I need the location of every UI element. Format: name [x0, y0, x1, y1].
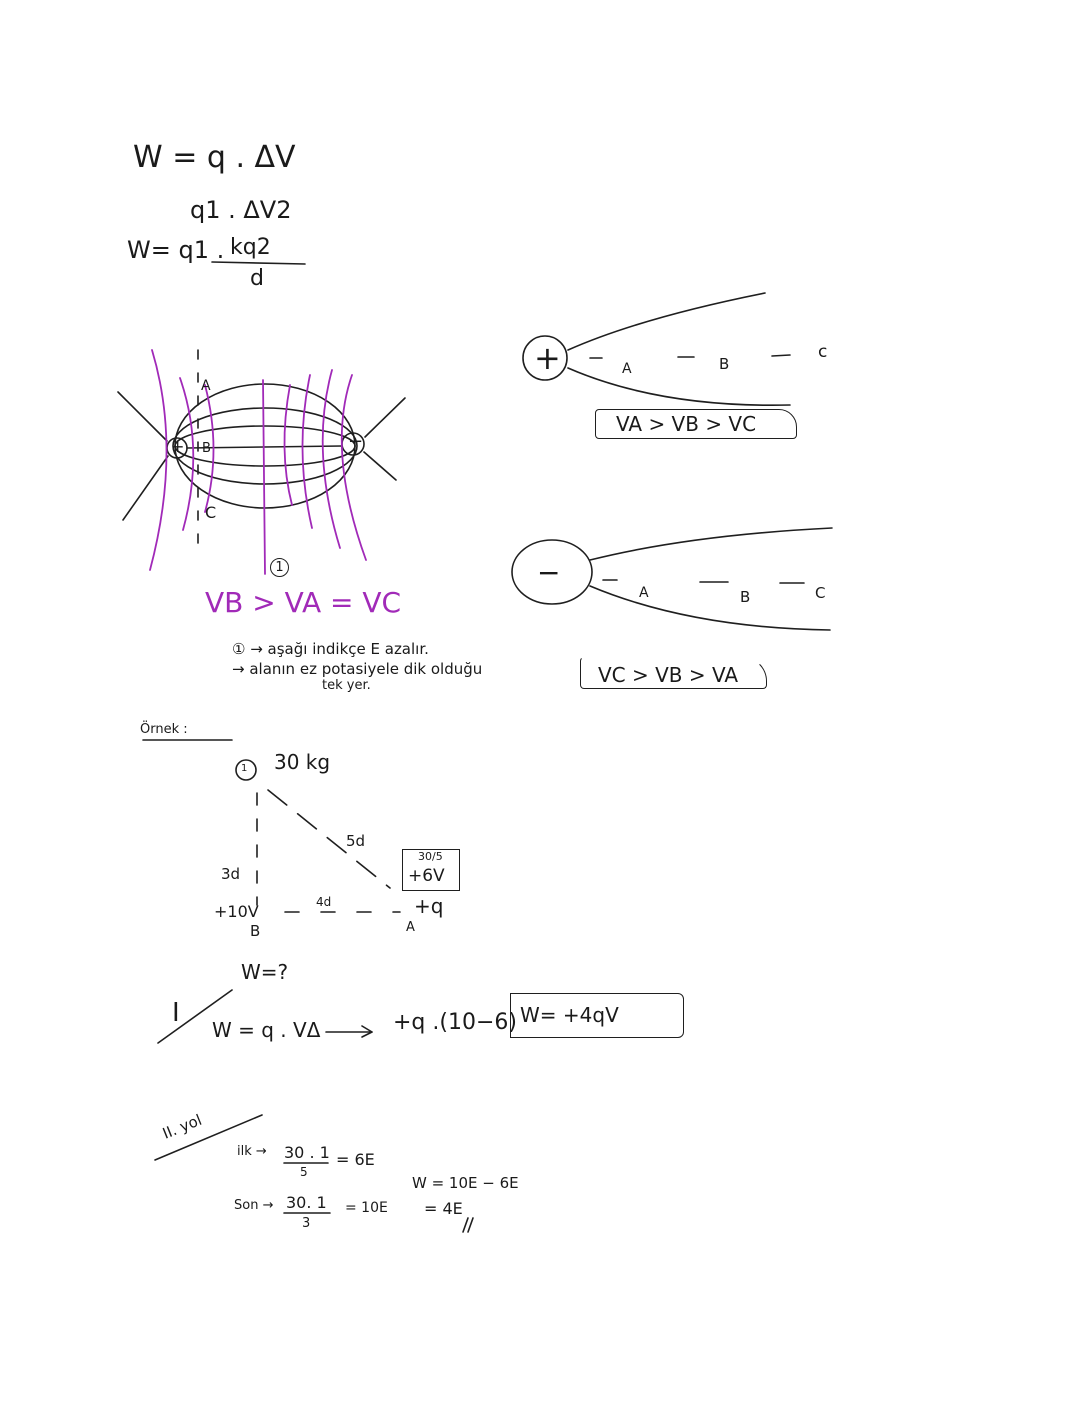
- first-state-numerator: 30 . 1: [284, 1143, 330, 1162]
- side-5d-label: 5d: [346, 832, 366, 850]
- neg-label-a: A: [639, 585, 649, 601]
- dipole-label-c: C: [205, 503, 217, 522]
- point-a-charge: +q: [414, 894, 444, 918]
- side-4d-label: 4d: [316, 895, 332, 909]
- way1-formula: W = q . VΔ: [212, 1018, 321, 1042]
- pos-label-b: B: [719, 355, 730, 373]
- neg-label-b: B: [740, 588, 751, 606]
- dipole-minus-charge: −: [348, 431, 364, 452]
- potential-relation-positive: VA > VB > VC: [616, 412, 757, 436]
- positive-charge-drawing: [523, 293, 790, 405]
- point-b-value: +10V: [214, 902, 259, 921]
- dipole-note-line3: tek yer.: [322, 678, 371, 693]
- dipole-note-line2: → alanın ez potasiyele dik olduğu: [232, 660, 483, 678]
- last-state-result: = 10E: [345, 1200, 388, 1216]
- way1-result: W= +4qV: [520, 1003, 619, 1027]
- first-state-denominator: 5: [300, 1165, 308, 1179]
- way2-label: II. yol: [160, 1110, 205, 1143]
- side-3d-label: 3d: [221, 865, 241, 883]
- last-state-numerator: 30. 1: [286, 1193, 327, 1212]
- dipole-label-b: B: [202, 441, 211, 456]
- way1-label: I: [172, 998, 180, 1028]
- point-a-label: A: [406, 920, 415, 935]
- formula-work-potential: W = q . ΔV: [133, 140, 296, 175]
- example-heading: Örnek :: [140, 722, 188, 737]
- potential-relation-negative: VC > VB > VA: [598, 663, 739, 687]
- pos-label-c: c: [818, 342, 828, 362]
- formula-q1-dv2: q1 . ΔV2: [190, 196, 292, 224]
- final-work-line1: W = 10E − 6E: [412, 1174, 519, 1192]
- dipole-marker: 1: [270, 558, 289, 577]
- neg-label-c: C: [815, 584, 826, 602]
- dipole-label-a: A: [201, 378, 211, 394]
- first-state-result: = 6E: [336, 1150, 375, 1169]
- pos-label-a: A: [622, 361, 632, 377]
- last-state-label: Son →: [234, 1198, 274, 1213]
- way1-calculation: +q .(10−6): [393, 1010, 517, 1035]
- point-a-potential: +6V: [408, 866, 445, 886]
- point-a-fraction: 30/5: [418, 850, 443, 863]
- first-state-label: ilk →: [237, 1144, 267, 1159]
- potential-relation-dipole: VB > VA = VC: [205, 586, 402, 619]
- example-question: W=?: [241, 960, 289, 984]
- example-charge-label: 1: [241, 763, 248, 774]
- formula-numerator: kq2: [230, 235, 271, 260]
- dipole-note-line1: ① → aşağı indikçe E azalır.: [232, 640, 429, 658]
- dipole-field-drawing: [118, 350, 405, 574]
- final-work-line2: = 4E: [424, 1199, 463, 1218]
- formula-w-q1: W= q1 .: [127, 236, 225, 264]
- positive-charge-symbol: +: [534, 339, 561, 377]
- dipole-plus-charge: +: [171, 437, 185, 456]
- last-state-denominator: 3: [302, 1216, 311, 1231]
- negative-charge-symbol: −: [537, 556, 561, 589]
- formula-denominator: d: [250, 266, 264, 291]
- point-b-label: B: [250, 922, 261, 940]
- example-mass: 30 kg: [274, 750, 331, 774]
- triangle-drawing: [143, 740, 400, 912]
